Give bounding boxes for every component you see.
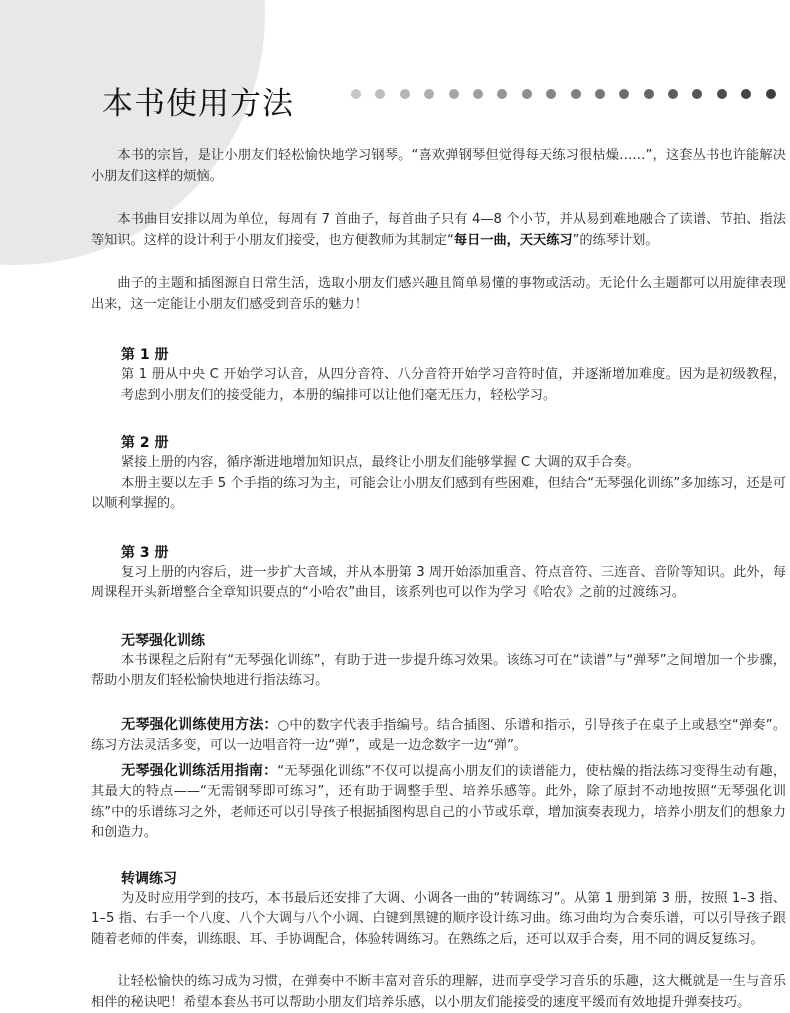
section-volume-1 [91, 345, 786, 406]
title-dot [424, 89, 434, 99]
title-dot [644, 89, 654, 99]
title-dot [546, 89, 556, 99]
transpose-text: 为及时应用学到的技巧，本书最后还安排了大调、小调各一曲的“转调练习”。从第 1 册到第 3 册，按照 1–3 指、1–5 指、右手一个八度、八个大调与八个小调、白键到黑键的顺序设计练习曲。练习曲均为合奏乐谱，可以引导孩子跟随着老师的伴奏，训练眼、耳、手协调配合，体验转调练习。在熟练之后，还可以双手合奏，用不同的调反复练习。 [91, 890, 786, 947]
title-dot [473, 89, 483, 99]
title-dot [741, 89, 751, 99]
section-volume-2 [91, 433, 786, 515]
title-dot [692, 89, 702, 99]
intro-paragraph-2: 本书曲目安排以周为单位，每周有 7 首曲子，每首曲子只有 4—8 个小节，并从易到难地融合了读谱、节拍、指法等知识。这样的设计利于小朋友们接受，也方便教师为其制定“每日一曲，天天练习”的练琴计划。 [91, 212, 786, 248]
title-dot [400, 89, 410, 99]
transpose-heading: 转调练习 [121, 870, 177, 887]
guide-label: 无琴强化训练活用指南： [121, 762, 278, 779]
silent-training-heading: 无琴强化训练 [121, 632, 205, 649]
section-volume-3 [91, 543, 786, 604]
section-transpose [91, 869, 786, 951]
title-dot [497, 89, 507, 99]
volume-2-text-1: 紧接上册的内容，循序渐进地增加知识点，最终让小朋友们能够掌握 C 大调的双手合奏。 [121, 455, 640, 470]
closing-paragraph: 让轻松愉快的练习成为习惯，在弹奏中不断丰富对音乐的理解，进而享受学习音乐的乐趣，这大概就是一生与音乐相伴的秘诀吧！希望本套丛书可以帮助小朋友们培养乐感，以小朋友们能接受的速度平缓而有效地提升弹奏技巧。 [91, 974, 786, 1010]
volume-3-heading: 第 3 册 [121, 544, 169, 561]
volume-2-text-2: 本册主要以左手 5 个手指的练习为主，可能会让小朋友们感到有些困难，但结合“无琴强化训练”多加练习，还是可以顺利掌握的。 [91, 475, 786, 511]
title-dot [619, 89, 629, 99]
title-dot [668, 89, 678, 99]
title-dot [375, 89, 385, 99]
volume-1-text: 第 1 册从中央 C 开始学习认音，从四分音符、八分音符开始学习音符时值，并逐渐增加难度。因为是初级教程，考虑到小朋友们的接受能力，本册的编排可以让他们毫无压力，轻松学习。 [121, 367, 786, 403]
page-content [91, 146, 786, 1013]
title-dot [717, 89, 727, 99]
usage-paragraph: 无琴强化训练使用方法：○中的数字代表手指编号。结合插图、乐谱和指示，引导孩子在桌子上或悬空“弹奏”。练习方法灵活多变，可以一边唱音符一边“弹”，或是一边念数字一边“弹”。 [91, 716, 787, 753]
title-dot [449, 89, 459, 99]
title-dot [595, 89, 605, 99]
title-dot [351, 89, 361, 99]
guide-paragraph: 无琴强化训练活用指南：“无琴强化训练”不仅可以提高小朋友们的读谱能力，使枯燥的指法练习变得生动有趣，其最大的特点——“无需钢琴即可练习”，还有助于调整手型、培养乐感等。此外，除了原封不动地按照“无琴强化训练”中的乐谱练习之外，老师还可以引导孩子根据插图构思自己的小节或乐章，增加演奏表现力，培养小朋友们的想象力和创造力。 [91, 762, 787, 840]
volume-2-heading: 第 2 册 [121, 435, 169, 451]
intro-paragraph-1: 本书的宗旨，是让小朋友们轻松愉快地学习钢琴。“喜欢弹钢琴但觉得每天练习很枯燥……”，这套丛书也许能解决小朋友们这样的烦恼。 [91, 148, 786, 184]
usage-label: 无琴强化训练使用方法： [121, 716, 278, 733]
title-dot-row [351, 89, 790, 99]
daily-practice-highlight: 每日一曲，天天练习 [453, 232, 573, 248]
page-title: 本书使用方法 [102, 86, 294, 122]
volume-3-text: 复习上册的内容后，进一步扩大音域，并从本册第 3 周开始添加重音、符点音符、三连音、音阶等知识。此外，每周课程开头新增整合全章知识要点的“小哈农”曲目，该系列也可以作为学习《哈农》之前的过渡练习。 [91, 564, 786, 600]
title-dot [522, 89, 532, 99]
volume-1-heading: 第 1 册 [121, 347, 169, 363]
intro-paragraph-3: 曲子的主题和插图源自日常生活，选取小朋友们感兴趣且简单易懂的事物或活动。无论什么主题都可以用旋律表现出来，这一定能让小朋友们感受到音乐的魅力！ [91, 276, 786, 312]
title-dot [571, 89, 581, 99]
section-silent-training [91, 631, 786, 692]
title-dot [766, 89, 776, 99]
silent-training-text: 本书课程之后附有“无琴强化训练”，有助于进一步提升练习效果。该练习可在“读谱”与“弹琴”之间增加一个步骤，帮助小朋友们轻松愉快地进行指法练习。 [91, 652, 786, 688]
